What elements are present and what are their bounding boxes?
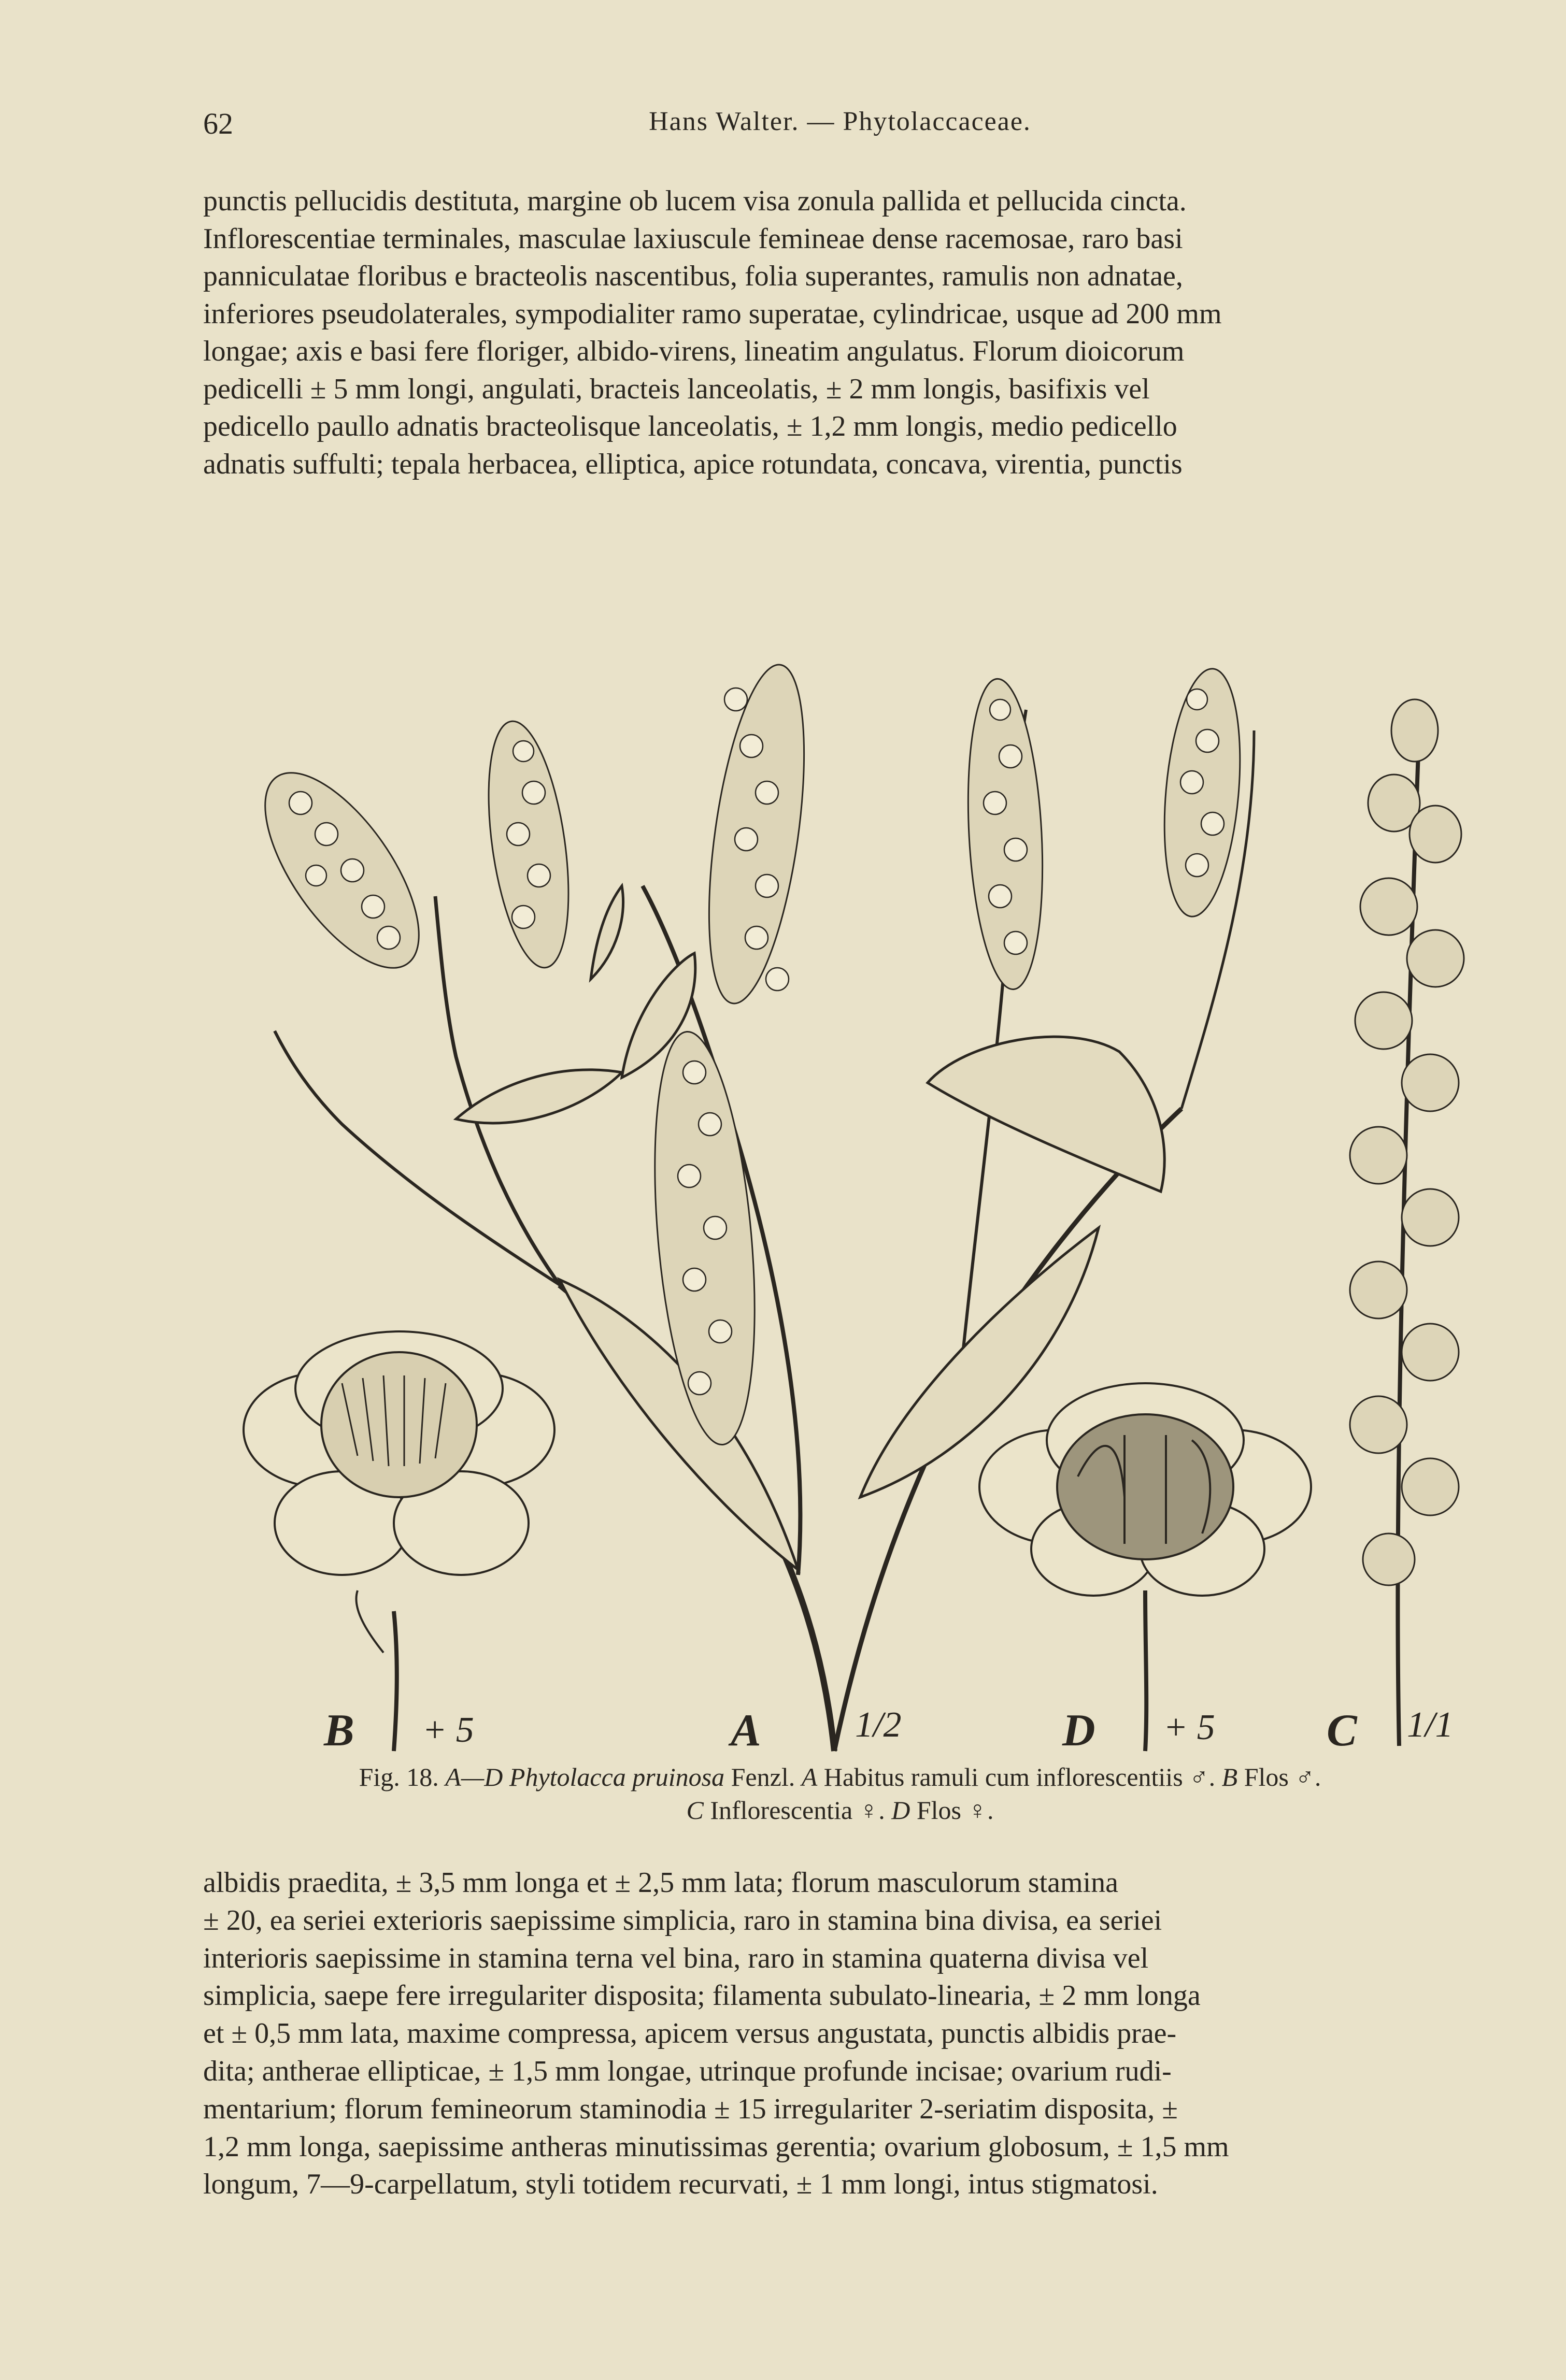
text-line: simplicia, saepe fere irregulariter disposita; filamenta subulato-linearia, ± 2 mm longa xyxy=(203,1980,1201,2012)
running-title: Hans Walter. — Phytolaccaceae. xyxy=(649,107,1031,136)
panel-label-a: A xyxy=(731,1705,761,1756)
scale-a: 1/2 xyxy=(855,1705,902,1745)
text-line: longum, 7—9-carpellatum, styli totidem recurvati, ± 1 mm longi, intus stigmatosi. xyxy=(203,2168,1158,2201)
caption-part-letter: C xyxy=(686,1796,704,1825)
species-name: Phytolacca pruinosa xyxy=(509,1762,725,1791)
caption-part-letter: A xyxy=(801,1762,818,1791)
caption-part-text: Flos ♂. xyxy=(1244,1762,1321,1791)
scale-d: + 5 xyxy=(1163,1708,1215,1747)
figure-caption xyxy=(203,1760,1477,1827)
caption-part-text: Flos ♀. xyxy=(916,1796,994,1825)
text-line: Inflorescentiae terminales, masculae laxiuscule femineae dense racemosae, raro basi xyxy=(203,222,1183,255)
male-flower-detail xyxy=(244,1331,554,1751)
caption-part-letter: D xyxy=(891,1796,910,1825)
text-line: albidis praedita, ± 3,5 mm longa et ± 2,5 mm lata; florum masculorum stamina xyxy=(203,1867,1118,1899)
text-line: interioris saepissime in stamina terna vel bina, raro in stamina quaterna divisa vel xyxy=(203,1942,1149,1974)
text-line: pedicello paullo adnatis bracteolisque lanceolatis, ± 1,2 mm longis, medio pedicello xyxy=(203,410,1177,442)
text-line: mentarium; florum femineorum staminodia ± 15 irregulariter 2-seriatim disposita, ± xyxy=(203,2092,1178,2125)
caption-part-text: Habitus ramuli cum inflorescentiis ♂. xyxy=(823,1762,1216,1791)
page-number: 62 xyxy=(203,107,233,140)
page-header xyxy=(203,106,1477,148)
text-line: longae; axis e basi fere floriger, albido-virens, lineatim angulatus. Florum dioicorum xyxy=(203,335,1185,367)
botanical-figure xyxy=(187,513,1482,1767)
caption-part-letter: B xyxy=(1221,1762,1238,1791)
leaf xyxy=(456,1070,622,1123)
plant-illustration xyxy=(187,513,1482,1767)
caption-part-text: Inflorescentia ♀. xyxy=(710,1796,885,1825)
figure-number: Fig. 18. xyxy=(359,1762,439,1791)
scale-c: 1/1 xyxy=(1407,1705,1454,1745)
text-line: dita; antherae ellipticae, ± 1,5 mm longae, utrinque profunde incisae; ovarium rudi- xyxy=(203,2055,1172,2087)
flower-pedicel xyxy=(1145,1590,1146,1751)
female-flower-detail xyxy=(979,1383,1311,1751)
text-line: punctis pellucidis destituta, margine ob lucem visa zonula pallida et pellucida cincta. xyxy=(203,185,1187,217)
leaf xyxy=(928,1037,1164,1192)
body-text-bottom xyxy=(203,1864,1477,2203)
text-line: ± 20, ea seriei exterioris saepissime simplicia, raro in stamina bina divisa, ea seriei xyxy=(203,1904,1162,1937)
text-line: 1,2 mm longa, saepissime antheras minutissimas gerentia; ovarium globosum, ± 1,5 mm xyxy=(203,2130,1229,2163)
flower-pedicel xyxy=(394,1611,397,1751)
panel-label-c: C xyxy=(1327,1705,1357,1756)
text-line: adnatis suffulti; tepala herbacea, elliptica, apice rotundata, concava, virentia, punctis xyxy=(203,448,1183,480)
text-line: inferiores pseudolaterales, sympodialiter ramo superatae, cylindricae, usque ad 200 mm xyxy=(203,297,1222,330)
branch-stem xyxy=(275,1031,560,1285)
body-text-top xyxy=(203,182,1477,483)
scale-b: + 5 xyxy=(422,1710,474,1750)
text-line: pedicelli ± 5 mm longi, angulati, bracteis lanceolatis, ± 2 mm longis, basifixis vel xyxy=(203,372,1150,405)
panel-label-d: D xyxy=(1062,1705,1095,1756)
text-line: panniculatae floribus e bracteolis nascentibus, folia superantes, ramulis non adnatae, xyxy=(203,260,1183,292)
panel-label-b: B xyxy=(324,1705,354,1756)
text-line: et ± 0,5 mm lata, maxime compressa, apicem versus angustata, punctis albidis prae- xyxy=(203,2017,1177,2050)
caption-range: A—D xyxy=(445,1762,503,1791)
leaf xyxy=(591,886,623,979)
species-authority: Fenzl. xyxy=(731,1762,795,1791)
